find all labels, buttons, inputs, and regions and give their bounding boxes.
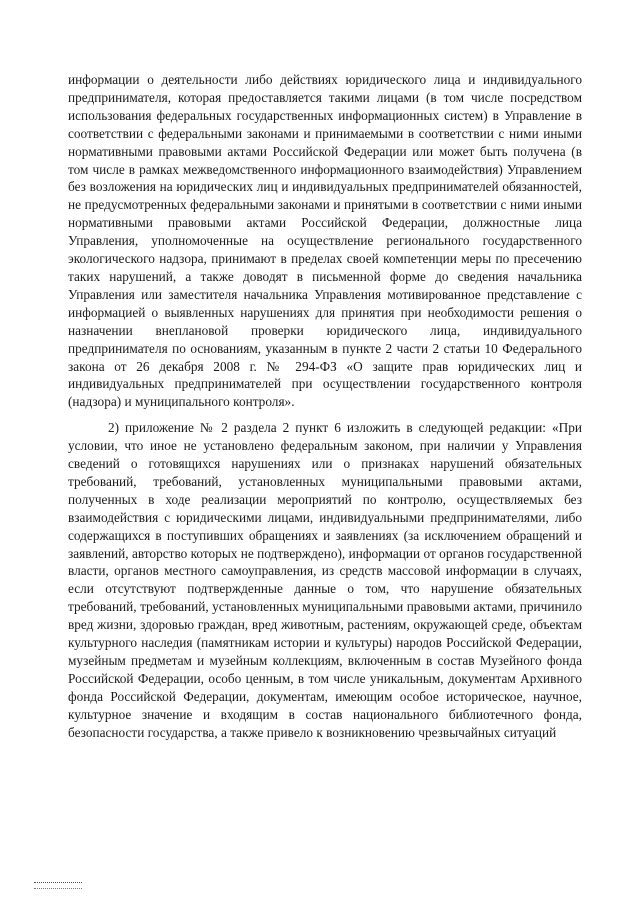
paragraph-continuation: информации о деятельности либо действиях юридического лица и индивидуального предпринимателя, которая предоставляется такими лицами (в том числе посредством использования федеральных государственных информационных систем) в Управление в соответствии с федеральными законами и принимаемыми в соответствии с ними иными нормативными правовыми актами Российской Федерации или может быть получена (в том числе в рамках межведомственного информационного взаимодействия) Управлением без возложения на юридических лиц и индивидуальных предпринимателей обязанностей, не предусмотренных федеральными законами и принятыми в соответствии с ними иными нормативными правовыми актами Российской Федерации, должностные лица Управления, уполномоченные на осуществление регионального государственного экологического надзора, принимают в пределах своей компетенции меры по пресечению таких нарушений, а также доводят в письменной форме до сведения начальника Управления или заместителя начальника Управления мотивированное представление с информацией о выявленных нарушениях для принятия при необходимости решения о назначении внеплановой проверки юридического лица, индивидуального предпринимателя по основаниям, указанным в пункте 2 части 2 статьи 10 Федерального закона от 26 декабря 2008 г. № 294-ФЗ «О защите прав юридических лиц и индивидуальных предпринимателей при осуществлении государственного контроля (надзора) и муниципального контроля». <box>68 72 582 410</box>
paragraph-amendment-2: 2) приложение № 2 раздела 2 пункт 6 изложить в следующей редакции: «При условии, что иное не установлено федеральным законом, при наличии у Управления сведений о готовящихся нарушениях или о признаках нарушений обязательных требований, требований, установленных муниципальными правовыми актами, полученных в ходе реализации мероприятий по контролю, осуществляемых без взаимодействия с юридическими лицами, индивидуальными предпринимателями, либо содержащихся в поступивших обращениях и заявлениях (за исключением обращений и заявлений, авторство которых не подтверждено), информации от органов государственной власти, органов местного самоуправления, из средств массовой информации в случаях, если отсутствуют подтвержденные данные о том, что нарушение обязательных требований, требований, установленных муниципальными правовыми актами, причинило вред жизни, здоровью граждан, вред животным, растениям, окружающей среде, объектам культурного наследия (памятникам истории и культуры) народов Российской Федерации, музейным предметам и музейным коллекциям, включенным в состав Музейного фонда Российской Федерации, особо ценным, в том числе уникальным, документам Архивного фонда Российской Федерации, документам, имеющим особое историческое, научное, культурное значение и входящим в состав национального библиотечного фонда, безопасности государства, а также привело к возникновению чрезвычайных ситуаций <box>68 420 582 740</box>
document-body <box>68 71 582 742</box>
scan-footer-mark <box>34 882 82 889</box>
